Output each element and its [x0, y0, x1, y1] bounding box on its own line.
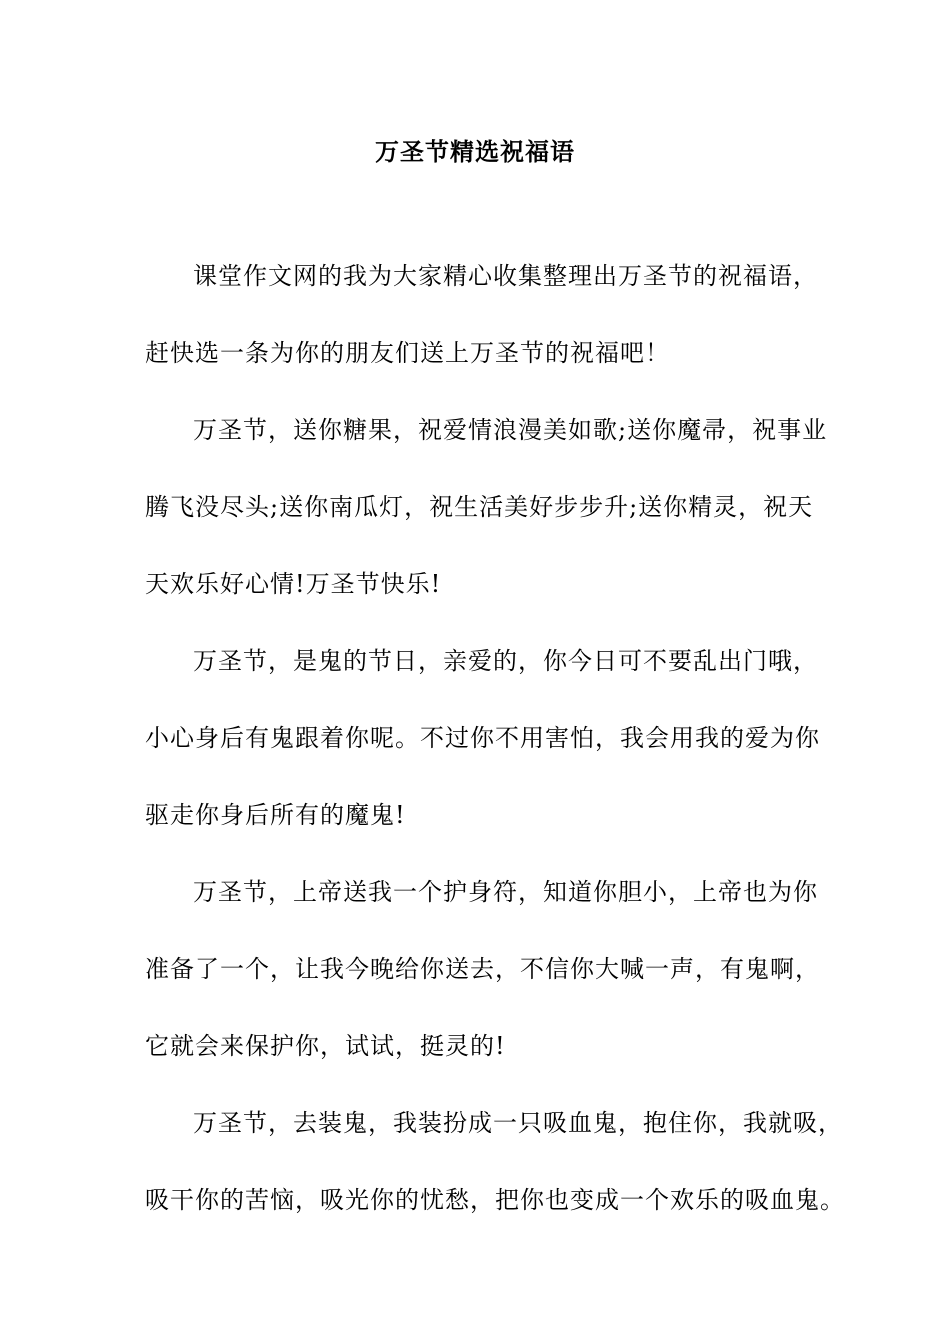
- paragraph-4-line-1: 万圣节，上帝送我一个护身符，知道你胆小，上帝也为你: [193, 878, 818, 906]
- paragraph-5-line-2: 吸干你的苦恼，吸光你的忧愁，把你也变成一个欢乐的吸血鬼。: [145, 1186, 845, 1214]
- paragraph-3: [145, 637, 835, 868]
- paragraph-3-line-2: 小心身后有鬼跟着你呢。不过你不用害怕，我会用我的爱为你: [145, 724, 820, 752]
- paragraph-2: [145, 406, 835, 637]
- paragraph-3-line-1: 万圣节，是鬼的节日，亲爱的，你今日可不要乱出门哦，: [193, 647, 818, 675]
- paragraph-1-line-1: 课堂作文网的我为大家精心收集整理出万圣节的祝福语，: [193, 262, 818, 290]
- paragraph-4-line-3: 它就会来保护你，试试，挺灵的!: [145, 1032, 506, 1060]
- paragraph-4: [145, 868, 835, 1099]
- paragraph-5: [145, 1099, 845, 1253]
- paragraph-4-line-2: 准备了一个，让我今晚给你送去，不信你大喊一声，有鬼啊，: [145, 955, 820, 983]
- paragraph-5-line-1: 万圣节，去装鬼，我装扮成一只吸血鬼，抱住你，我就吸，: [193, 1109, 843, 1137]
- paragraph-1: [145, 252, 835, 406]
- paragraph-1-line-2: 赶快选一条为你的朋友们送上万圣节的祝福吧！: [145, 339, 670, 367]
- document-body: [145, 252, 845, 1253]
- paragraph-2-line-3: 天欢乐好心情!万圣节快乐!: [145, 570, 442, 598]
- paragraph-2-line-1: 万圣节，送你糖果，祝爱情浪漫美如歌;送你魔帚，祝事业: [193, 416, 828, 444]
- paragraph-3-line-3: 驱走你身后所有的魔鬼!: [145, 801, 406, 829]
- document-title: 万圣节精选祝福语: [375, 137, 575, 166]
- paragraph-2-line-2: 腾飞没尽头;送你南瓜灯，祝生活美好步步升;送你精灵，祝天: [145, 493, 814, 521]
